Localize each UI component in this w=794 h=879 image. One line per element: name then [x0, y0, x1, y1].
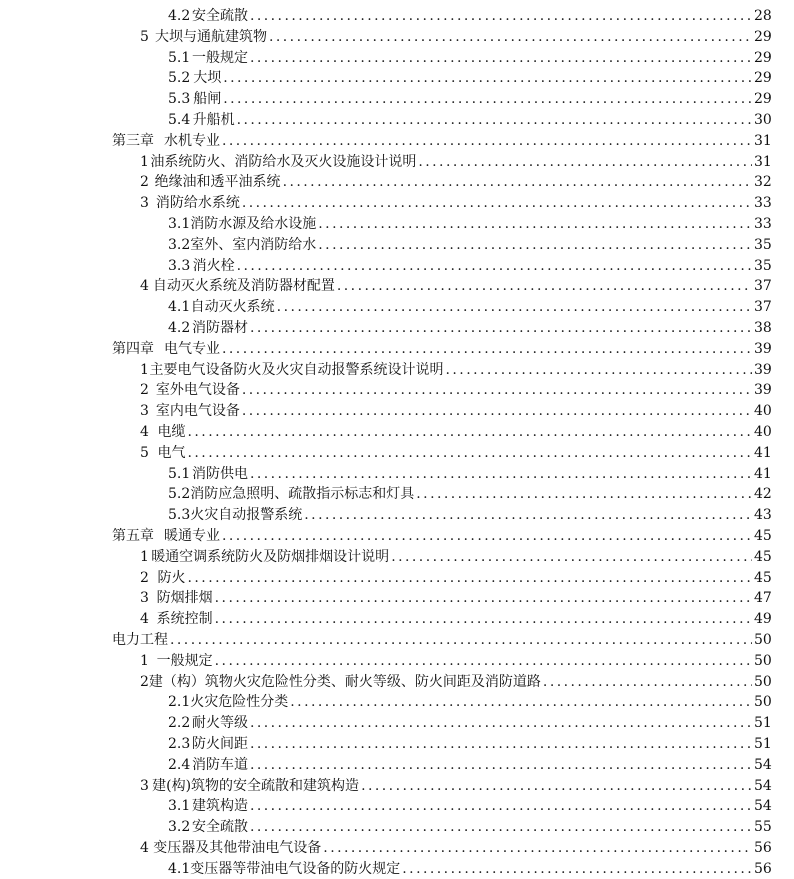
- dot-leader: [188, 443, 753, 463]
- dot-leader: [250, 713, 752, 733]
- toc-entry[interactable]: [112, 131, 770, 151]
- dot-leader: [250, 464, 752, 484]
- toc-entry-page: 37: [754, 278, 772, 295]
- toc-entry[interactable]: [168, 89, 770, 109]
- toc-entry-title: 消火栓: [192, 257, 235, 274]
- dot-leader: [318, 214, 752, 234]
- toc-entry-title: 防火: [157, 569, 186, 586]
- dot-leader: [250, 734, 752, 754]
- toc-entry[interactable]: [168, 734, 770, 754]
- dot-leader: [323, 838, 752, 858]
- toc-entry-page: 54: [754, 798, 772, 815]
- toc-entry-page: 50: [754, 632, 772, 648]
- toc-entry-number: 4.1: [168, 860, 191, 877]
- toc-entry-number: 2.2: [168, 715, 191, 732]
- toc-entry-title: 系统控制: [156, 611, 213, 628]
- dot-leader: [188, 422, 753, 442]
- toc-entry-title: 室外、室内消防给水: [190, 236, 317, 253]
- dot-leader: [446, 360, 753, 380]
- dot-leader: [223, 68, 752, 88]
- toc-entry-page: 29: [754, 28, 772, 45]
- toc-entry-title: 一般规定: [156, 652, 213, 669]
- toc-entry-number: 第五章: [112, 528, 154, 544]
- toc-entry-title: 建筑构造: [191, 798, 248, 815]
- toc-entry-number: 4: [140, 278, 149, 295]
- toc-entry-page: 29: [754, 91, 772, 108]
- toc-entry-title: 安全疏散: [191, 8, 248, 24]
- dot-leader: [250, 755, 752, 775]
- toc-entry[interactable]: [168, 297, 770, 317]
- toc-entry[interactable]: [140, 547, 770, 567]
- toc-entry[interactable]: [140, 588, 770, 608]
- toc-entry-number: 5.1: [168, 49, 191, 66]
- dot-leader: [223, 89, 752, 109]
- dot-leader: [250, 318, 752, 338]
- dot-leader: [250, 796, 752, 816]
- toc-entry[interactable]: [168, 68, 770, 88]
- toc-entry[interactable]: [168, 6, 770, 26]
- toc-entry-title: 大坝: [193, 70, 222, 87]
- toc-entry-title: 暖通空调系统防火及防烟排烟设计说明: [151, 548, 390, 565]
- toc-entry-title: 主要电气设备防火及火灾自动报警系统设计说明: [149, 361, 444, 378]
- toc-entry-page: 29: [754, 49, 772, 66]
- toc-entry[interactable]: [168, 214, 770, 234]
- dot-leader: [237, 110, 752, 130]
- dot-leader: [391, 547, 752, 567]
- toc-entry-title: 消防车道: [191, 756, 248, 773]
- dot-leader: [222, 339, 752, 359]
- toc-entry-number: 第三章: [112, 132, 154, 149]
- toc-entry-page: 50: [754, 673, 772, 690]
- dot-leader: [318, 235, 752, 255]
- toc-entry-title: 消防给水系统: [155, 195, 240, 212]
- toc-entry-title: 绝缘油和透平油系统: [154, 174, 281, 191]
- toc-entry-number: 2.4: [168, 756, 191, 773]
- toc-entry-number: 5: [140, 28, 149, 45]
- toc-entry[interactable]: [168, 235, 770, 255]
- toc-entry-title: 变压器及其他带油电气设备: [153, 840, 322, 856]
- toc-entry-page: 45: [754, 548, 772, 565]
- toc-entry-number: 4: [140, 611, 149, 628]
- toc-entry-page: 49: [754, 611, 772, 628]
- toc-entry-page: 35: [754, 257, 772, 274]
- toc-entry-number: 3.1: [168, 216, 191, 232]
- toc-entry-number: 3.2: [168, 819, 191, 836]
- toc-entry[interactable]: [140, 443, 770, 463]
- toc-entry[interactable]: [140, 380, 770, 400]
- toc-entry[interactable]: [168, 859, 770, 879]
- toc-entry-title: 室外电气设备: [155, 382, 240, 399]
- toc-entry-title: 消防水源及给水设施: [190, 216, 317, 232]
- dot-leader: [250, 6, 752, 26]
- toc-entry[interactable]: [112, 630, 770, 650]
- toc-entry-page: 51: [754, 736, 772, 752]
- toc-entry-page: 55: [754, 819, 772, 836]
- toc-entry-page: 40: [754, 403, 772, 420]
- toc-entry-number: 4.2: [168, 8, 191, 24]
- dot-leader: [304, 505, 752, 525]
- toc-entry-title: 安全疏散: [191, 819, 248, 836]
- toc-entry[interactable]: [168, 256, 770, 276]
- toc-entry-number: 4: [140, 840, 149, 856]
- dot-leader: [361, 776, 752, 796]
- toc-entry-number: 5.2: [168, 70, 191, 87]
- toc-entry-page: 54: [754, 756, 772, 773]
- toc-entry-page: 50: [754, 694, 772, 711]
- toc-entry-title: 电力工程: [112, 632, 168, 648]
- toc-entry-page: 56: [754, 840, 772, 856]
- toc-entry[interactable]: [140, 172, 770, 192]
- toc-entry-page: 42: [754, 486, 772, 503]
- toc-entry[interactable]: [140, 609, 770, 629]
- toc-entry-title: 消防供电: [191, 465, 248, 482]
- dot-leader: [215, 588, 752, 608]
- toc-entry-title: 大坝与通航建筑物: [154, 28, 267, 45]
- dot-leader: [215, 651, 752, 671]
- toc-entry[interactable]: [140, 276, 770, 296]
- toc-entry-title: 室内电气设备: [155, 403, 240, 420]
- toc-entry-number: 3: [140, 590, 149, 607]
- toc-entry-number: 1: [140, 153, 149, 170]
- toc-entry[interactable]: [140, 651, 770, 671]
- toc-entry-page: 54: [754, 777, 772, 794]
- toc-entry[interactable]: [168, 464, 770, 484]
- toc-entry-page: 37: [754, 299, 772, 316]
- toc-entry-number: 5.4: [168, 112, 191, 128]
- toc-entry[interactable]: [140, 152, 770, 172]
- toc-entry-title: 消防应急照明、疏散指示标志和灯具: [190, 486, 415, 503]
- toc-entry[interactable]: [140, 776, 770, 796]
- toc-entry-title: 暖通专业: [164, 528, 220, 544]
- toc-entry-page: 33: [754, 195, 772, 212]
- toc-entry-title: 电气: [157, 444, 186, 461]
- toc-entry-page: 45: [754, 569, 772, 586]
- toc-entry-number: 2.3: [168, 736, 191, 752]
- toc-entry-number: 2: [140, 673, 149, 690]
- dot-leader: [242, 380, 752, 400]
- toc-entry-number: 5.3: [168, 507, 191, 524]
- toc-entry-title: 升船机: [192, 112, 235, 128]
- toc-entry-title: 防火间距: [191, 736, 248, 752]
- toc-entry-title: 建（构）筑物火灾危险性分类、耐火等级、防火间距及消防道路: [148, 673, 541, 690]
- toc-entry-number: 3: [140, 777, 149, 794]
- toc-entry-title: 耐火等级: [191, 715, 248, 732]
- toc-entry-page: 51: [754, 715, 772, 732]
- toc-entry-page: 47: [754, 590, 772, 607]
- dot-leader: [250, 817, 752, 837]
- toc-entry-number: 4.2: [168, 320, 191, 336]
- toc-entry-page: 40: [754, 424, 772, 440]
- toc-entry[interactable]: [140, 27, 770, 47]
- toc-entry-number: 2: [140, 382, 149, 399]
- toc-entry-title: 火灾自动报警系统: [190, 507, 303, 524]
- toc-entry-number: 5.2: [168, 486, 191, 503]
- dot-leader: [402, 859, 752, 879]
- dot-leader: [188, 568, 753, 588]
- dot-leader: [215, 609, 752, 629]
- toc-entry-title: 防烟排烟: [156, 590, 213, 607]
- toc-entry-page: 56: [754, 860, 772, 877]
- toc-entry-number: 1: [140, 652, 149, 669]
- toc-entry-number: 第四章: [112, 340, 154, 357]
- toc-entry-title: 火灾危险性分类: [190, 694, 289, 711]
- toc-entry-title: 电缆: [157, 424, 186, 440]
- toc-entry[interactable]: [140, 422, 770, 442]
- toc-entry-title: 一般规定: [191, 49, 248, 66]
- dot-leader: [269, 27, 752, 47]
- toc-entry-number: 3.3: [168, 257, 191, 274]
- toc-entry-page: 41: [754, 465, 772, 482]
- dot-leader: [250, 48, 752, 68]
- toc-entry[interactable]: [140, 360, 770, 380]
- toc-entry-number: 4.1: [168, 299, 191, 316]
- toc-entry-page: 30: [754, 112, 772, 128]
- toc-entry-number: 3: [140, 195, 149, 212]
- toc-entry-page: 39: [754, 361, 772, 378]
- dot-leader: [283, 172, 752, 192]
- toc-entry[interactable]: [168, 755, 770, 775]
- dot-leader: [416, 484, 752, 504]
- toc-entry-page: 35: [754, 236, 772, 253]
- toc-entry-page: 33: [754, 216, 772, 232]
- toc-entry[interactable]: [168, 110, 770, 130]
- toc-entry-page: 32: [754, 174, 772, 191]
- toc-entry-number: 2.1: [168, 694, 191, 711]
- toc-entry[interactable]: [140, 193, 770, 213]
- toc-entry[interactable]: [168, 318, 770, 338]
- toc-entry-page: 39: [754, 340, 772, 357]
- toc-entry[interactable]: [168, 48, 770, 68]
- toc-entry[interactable]: [168, 692, 770, 712]
- dot-leader: [290, 692, 752, 712]
- toc-entry-page: 29: [754, 70, 772, 87]
- toc-entry[interactable]: [140, 838, 770, 858]
- toc-entry-title: 电气专业: [164, 340, 220, 357]
- toc-entry-title: 油系统防火、消防给水及灭火设施设计说明: [150, 153, 417, 170]
- toc-entry[interactable]: [140, 401, 770, 421]
- toc-entry-page: 50: [754, 652, 772, 669]
- dot-leader: [222, 526, 752, 546]
- toc-entry-page: 31: [754, 132, 772, 149]
- toc-entry-number: 2: [140, 569, 149, 586]
- toc-entry-page: 38: [754, 320, 772, 336]
- toc-entry[interactable]: [168, 817, 770, 837]
- toc-entry-title: 自动灭火系统: [190, 299, 275, 316]
- toc-entry-title: 自动灭火系统及消防器材配置: [152, 278, 335, 295]
- toc-entry-page: 28: [754, 8, 772, 24]
- toc-entry-number: 4: [140, 424, 149, 440]
- toc-entry-number: 5.1: [168, 465, 191, 482]
- toc-entry-title: 船闸: [193, 91, 222, 108]
- dot-leader: [337, 276, 752, 296]
- dot-leader: [543, 672, 752, 692]
- toc-entry[interactable]: [112, 339, 770, 359]
- toc-entry[interactable]: [168, 796, 770, 816]
- toc-entry-number: 5.3: [168, 91, 191, 108]
- toc-entry-page: 45: [754, 528, 772, 544]
- toc-entry-number: 1: [140, 361, 149, 378]
- toc-entry[interactable]: [168, 505, 770, 525]
- toc-entry[interactable]: [168, 713, 770, 733]
- toc-entry-title: 消防器材: [191, 320, 248, 336]
- toc-entry-page: 43: [754, 507, 772, 524]
- dot-leader: [237, 256, 752, 276]
- toc-entry[interactable]: [140, 672, 770, 692]
- toc-entry-number: 5: [140, 444, 149, 461]
- dot-leader: [222, 131, 752, 151]
- toc-entry-number: 3.2: [168, 236, 191, 253]
- dot-leader: [242, 401, 752, 421]
- toc-entry-number: 2: [140, 174, 149, 191]
- toc-entry-number: 3: [140, 403, 149, 420]
- toc-entry-title: 变压器等带油电气设备的防火规定: [190, 860, 401, 877]
- toc-entry-title: 建(构)筑物的安全疏散和建筑构造: [152, 777, 360, 794]
- toc-entry[interactable]: [112, 526, 770, 546]
- dot-leader: [418, 152, 752, 172]
- dot-leader: [277, 297, 752, 317]
- toc-entry-number: 1: [140, 548, 149, 565]
- toc-entry-page: 31: [754, 153, 772, 170]
- dot-leader: [242, 193, 752, 213]
- dot-leader: [170, 630, 752, 650]
- toc-entry-number: 3.1: [168, 798, 191, 815]
- toc-entry-page: 41: [754, 444, 772, 461]
- toc-entry[interactable]: [140, 568, 770, 588]
- toc-entry-title: 水机专业: [164, 132, 220, 149]
- toc-entry[interactable]: [168, 484, 770, 504]
- toc-entry-page: 39: [754, 382, 772, 399]
